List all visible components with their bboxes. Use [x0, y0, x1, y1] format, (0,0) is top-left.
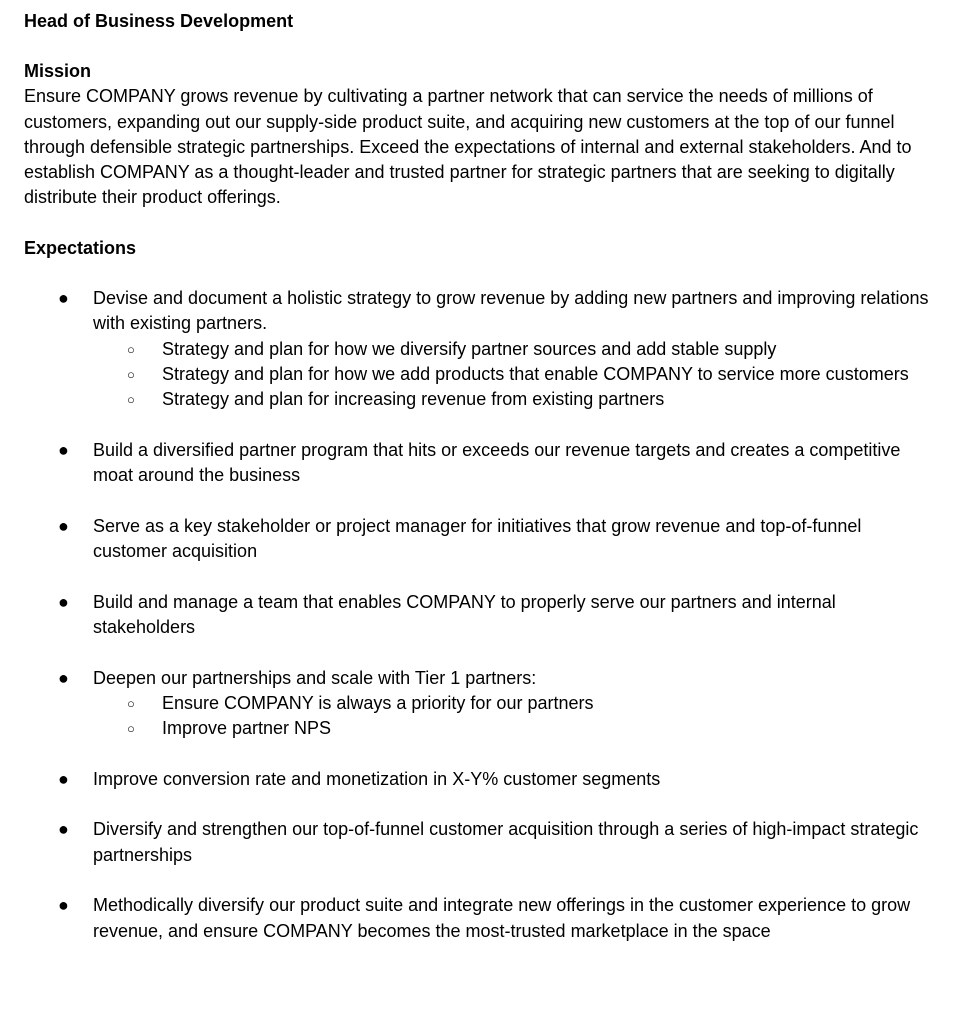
bullet-icon: ● — [58, 768, 69, 789]
bullet-icon: ● — [58, 439, 69, 460]
circle-bullet-icon: ○ — [127, 366, 135, 382]
spacer — [24, 211, 930, 236]
bullet-icon: ● — [58, 895, 69, 916]
sub-list-item-text: Strategy and plan for how we diversify partner sources and add stable supply — [162, 338, 777, 359]
list-item-text: Build and manage a team that enables COMPANY to properly serve our partners and internal stakeholders — [93, 591, 836, 637]
sub-list-item — [93, 362, 930, 387]
sub-list-item-text: Ensure COMPANY is always a priority for our partners — [162, 692, 594, 713]
document-title: Head of Business Development — [24, 11, 294, 31]
list-item — [24, 590, 930, 641]
circle-bullet-icon: ○ — [127, 341, 135, 357]
sub-list-item-text: Strategy and plan for how we add products that enable COMPANY to service more customers — [162, 363, 909, 384]
mission-text: Ensure COMPANY grows revenue by cultivating a partner network that can service the needs of millions of customers, expanding out our supply-side product suite, and acquiring new customers at the top of our funnel through defensible strategic partnerships. Exceed the expectations of internal and external stakeholders. And to establish COMPANY as a thought-leader and trusted partner for strategic partners that are seeking to digitally distribute their product offerings. — [24, 86, 912, 208]
bullet-icon: ● — [58, 591, 69, 612]
sub-list-item — [93, 387, 930, 412]
bullet-icon: ● — [58, 288, 69, 309]
spacer — [24, 34, 930, 59]
list-item-text: Deepen our partnerships and scale with Tier 1 partners: — [93, 667, 537, 688]
sub-list — [24, 691, 930, 742]
list-item — [24, 817, 930, 868]
bullet-icon: ● — [58, 515, 69, 536]
sub-list-item — [93, 337, 930, 362]
list-item-text: Serve as a key stakeholder or project manager for initiatives that grow revenue and top-of-funnel customer acquisition — [93, 515, 862, 562]
circle-bullet-icon: ○ — [127, 392, 135, 408]
bullet-icon: ● — [58, 819, 69, 840]
sub-list-item-text: Improve partner NPS — [162, 718, 332, 739]
sub-list — [24, 337, 930, 413]
list-item — [24, 514, 930, 565]
sub-list-item — [93, 691, 930, 716]
expectations-heading: Expectations — [24, 237, 137, 258]
bullet-icon: ● — [58, 667, 69, 688]
spacer — [24, 261, 930, 286]
expectations-list — [24, 286, 930, 944]
list-item — [24, 438, 930, 489]
list-item — [24, 666, 930, 742]
mission-heading: Mission — [24, 61, 92, 81]
list-item-text: Devise and document a holistic strategy to grow revenue by adding new partners and improving relations with existing partners. — [93, 288, 929, 334]
list-item-text: Methodically diversify our product suite and integrate new offerings in the customer experience to grow revenue, and ensure COMPANY becomes the most-trusted marketplace in the space — [93, 895, 911, 941]
sub-list-item — [93, 716, 930, 741]
list-item — [24, 767, 930, 792]
circle-bullet-icon: ○ — [127, 721, 135, 737]
list-item — [24, 286, 930, 412]
sub-list-item-text: Strategy and plan for increasing revenue from existing partners — [162, 389, 665, 410]
list-item-text: Improve conversion rate and monetization in X-Y% customer segments — [93, 768, 661, 789]
circle-bullet-icon: ○ — [127, 695, 135, 711]
list-item-text: Diversify and strengthen our top-of-funnel customer acquisition through a series of high-impact strategic partnerships — [93, 819, 919, 865]
list-item — [24, 893, 930, 944]
list-item-text: Build a diversified partner program that hits or exceeds our revenue targets and creates a competitive moat around the business — [93, 439, 901, 486]
